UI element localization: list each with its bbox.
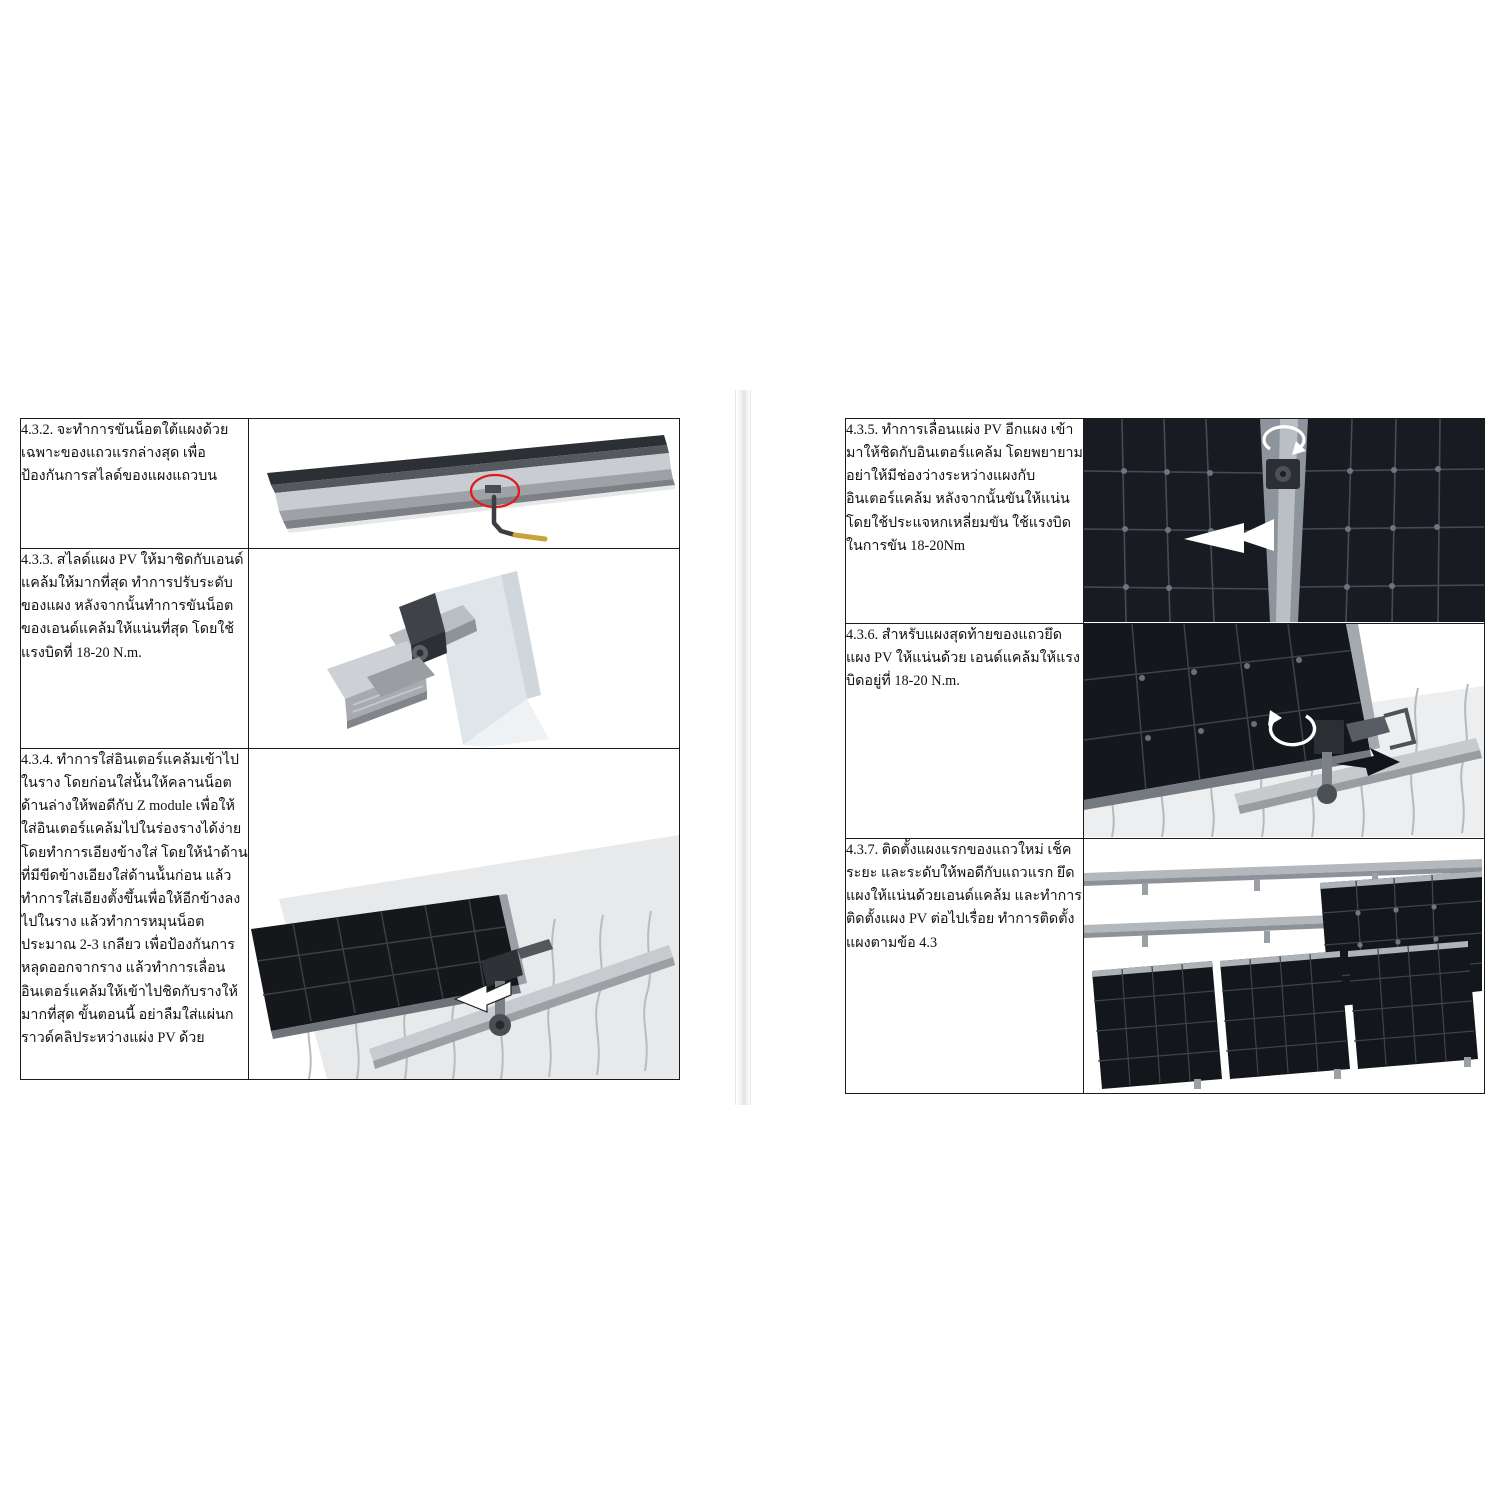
instruction-text-435: 4.3.5. ทำการเลื่อนแผ่ง PV อีกแผง เข้ามาให้ชิดกับอินเตอร์แคล้ม โดยพยายามอย่าให้มีช่องว่างระหว่างแผงกับอินเตอร์แคล้ม หลังจากนั้นขันให้แน่นโดยใช้ประแจหกเหลี่ยมขัน ใช้แรงบิดในการขัน 18-20Nm	[846, 419, 1084, 624]
rail-bolt-underside-closeup	[249, 419, 679, 547]
instruction-text-432: 4.3.2. จะทำการขันน็อตใต้แผงด้วยเฉพาะของแถวแรกล่างสุด เพื่อป้องกันการสไลด์ของแผงแถวบน	[21, 419, 249, 549]
inter-clamp-tighten-photo	[1084, 419, 1484, 622]
instruction-text-433: 4.3.3. สไลด์แผง PV ให้มาชิดกับเอนด์แคล้มให้มากที่สุด ทำการปรับระดับของแผง หลังจากนั้นทำการขันน็อตของเอนด์แคล้มให้แน่นที่สุด โดยใช้แรงบิดที่ 18-20 N.m.	[21, 549, 249, 749]
instruction-text-434: 4.3.4. ทำการใส่อินเตอร์แคล้มเข้าไปในราง โดยก่อนใส่น้ันให้คลานน็อตด้านล่างให้พอดีกับ Z module เพื่อให้ใส่อินเตอร์แคล้มไปในร่องรางได้ง่าย โดยทำการเอียงข้างใส่ โดยให้นำด้านที่มีขีดข้างเอียงใส่ด้านน้ันก่อน แล้วทำการใส่เอียงตั้งขึ้นเพื่อให้อีกข้างลงไปในราง แล้วทำการหมุนน็อตประมาณ 2-3 เกลียว เพื่อป้องกันการหลุดออกจากราง แล้วทำการเลื่อนอินเตอร์แคล้มให้เข้าไปชิดกับรางให้มากที่สุด ขั้นตอนนี้ อย่าลืมใส่แผ่นกราวด์คลิประหว่างแผ่ง PV ด้วย	[21, 749, 249, 1080]
table-row	[21, 549, 680, 749]
instruction-text-437: 4.3.7. ติดตั้งแผงแรกของแถวใหม่ เช็คระยะ และระดับให้พอดีกับแถวแรก ยึดแผงให้แน่นด้วยเอนด์แคล้ม และทำการติดตั้งแผง PV ต่อไปเรื่อย ทำการติดตั้งแผงตามข้อ 4.3	[846, 839, 1084, 1094]
right-instruction-table	[845, 418, 1485, 1094]
end-clamp-tightening-diagram	[249, 549, 679, 747]
figure-cell-432	[249, 419, 680, 549]
end-clamp-last-module-photo	[1084, 624, 1484, 837]
new-row-first-module-array	[1084, 839, 1484, 1092]
table-row	[846, 419, 1485, 624]
figure-cell-434	[249, 749, 680, 1080]
figure-cell-435	[1084, 419, 1485, 624]
table-row	[21, 749, 680, 1080]
page-gutter-divider	[735, 390, 751, 1105]
table-row	[21, 419, 680, 549]
figure-cell-437	[1084, 839, 1485, 1094]
right-page-sheet	[845, 418, 1485, 1094]
figure-cell-436	[1084, 624, 1485, 839]
left-instruction-table	[20, 418, 680, 1080]
table-row	[846, 624, 1485, 839]
instruction-text-436: 4.3.6. สำหรับแผงสุดท้ายของแถวยึดแผง PV ให้แน่นด้วย เอนด์แคล้มให้แรงบิดอยู่ที่ 18-20 N.m.	[846, 624, 1084, 839]
table-row	[846, 839, 1485, 1094]
figure-cell-433	[249, 549, 680, 749]
left-page-sheet	[20, 418, 680, 1080]
inter-clamp-insertion-photo	[249, 749, 679, 1079]
